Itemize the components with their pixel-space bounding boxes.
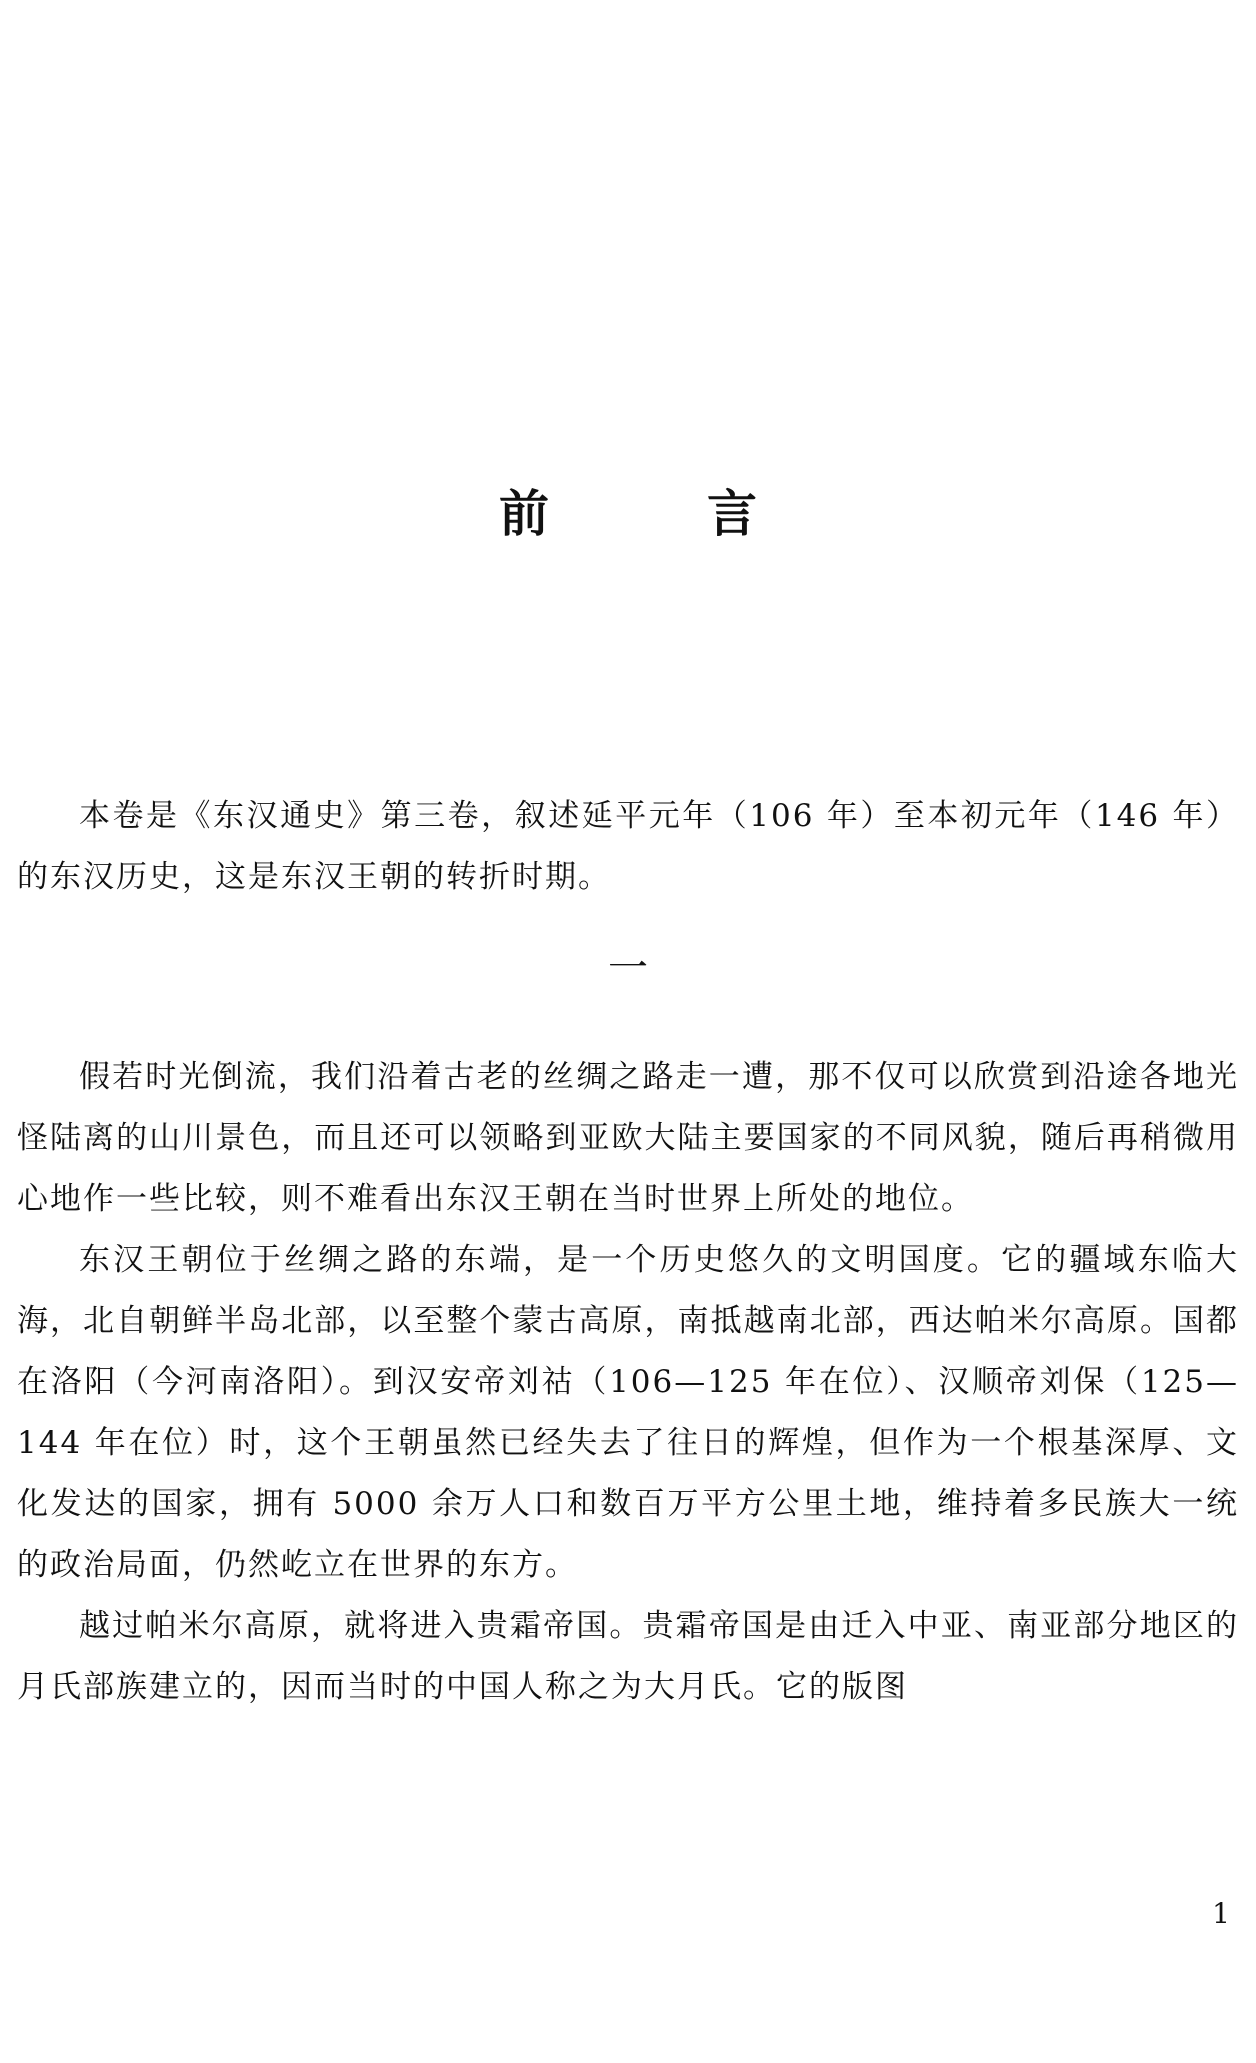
intro-text bbox=[17, 786, 1239, 908]
chapter-title: 前 言 bbox=[499, 483, 811, 543]
page-number: 1 bbox=[1212, 1897, 1230, 1930]
body-paragraph-2: 东汉王朝位于丝绸之路的东端，是一个历史悠久的文明国度。它的疆域东临大海，北自朝鲜半岛北部，以至整个蒙古高原，南抵越南北部，西达帕米尔高原。国都在洛阳（今河南洛阳）。到汉安帝刘祜（106—125 年在位）、汉顺帝刘保（125—144 年在位）时，这个王朝虽然已经失去了往日的辉煌，但作为一个根基深厚、文化发达的国家，拥有 5000 余万人口和数百万平方公里土地，维持着多民族大一统的政治局面，仍然屹立在世界的东方。 bbox=[17, 1242, 1239, 1583]
section-number: 一 bbox=[608, 945, 648, 991]
section-body bbox=[17, 1047, 1239, 1718]
body-paragraph-1: 假若时光倒流，我们沿着古老的丝绸之路走一遭，那不仅可以欣赏到沿途各地光怪陆离的山川景色，而且还可以领略到亚欧大陆主要国家的不同风貌，随后再稍微用心地作一些比较，则不难看出东汉王朝在当时世界上所处的地位。 bbox=[17, 1059, 1239, 1217]
intro-paragraph: 本卷是《东汉通史》第三卷，叙述延平元年（106 年）至本初元年（146 年）的东汉历史，这是东汉王朝的转折时期。 bbox=[17, 798, 1239, 895]
body-paragraph-3: 越过帕米尔高原，就将进入贵霜帝国。贵霜帝国是由迁入中亚、南亚部分地区的月氏部族建立的，因而当时的中国人称之为大月氏。它的版图 bbox=[17, 1608, 1239, 1705]
